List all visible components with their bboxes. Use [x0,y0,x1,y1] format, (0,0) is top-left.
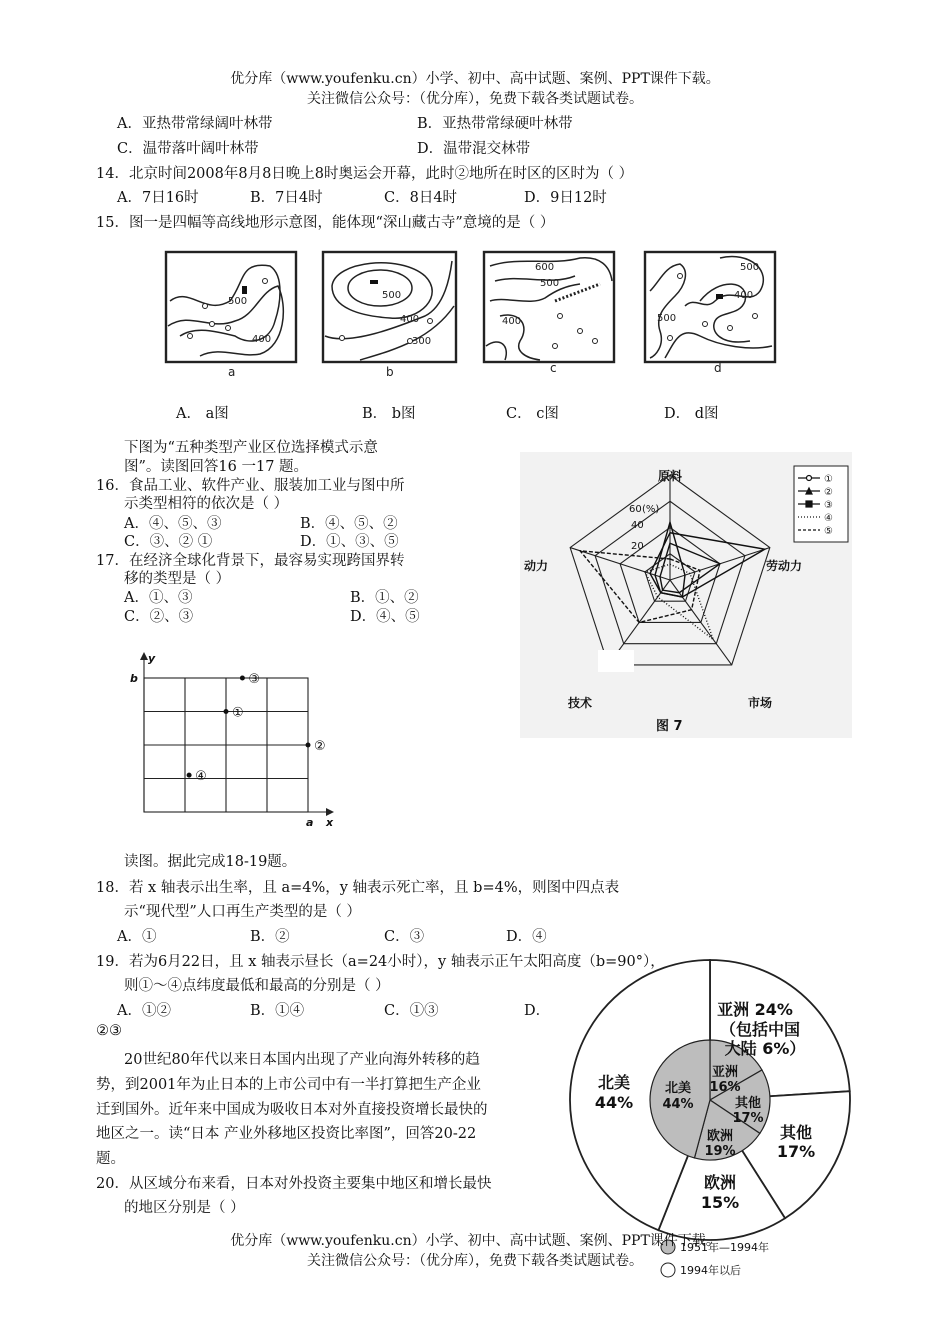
grid-chart [120,650,350,836]
q18-option-b: B．② [250,929,290,945]
radar-axis-technology: 技术 [568,696,593,710]
radar-axis-power: 动力 [524,559,549,573]
q15-option-b: B． b图 [362,406,416,422]
radar-tick-60: 60 [629,504,642,515]
q19-option-b: B．①④ [250,1003,305,1019]
q18-option-d: D．④ [506,929,547,945]
pie-inner-europe-pct: 19% [704,1144,736,1159]
q14-option-c: C．8日4时 [384,190,458,206]
q17-line-2: 移的类型是（ ） [124,571,231,587]
contour-b-label-2: 400 [400,314,420,325]
pie-inner-europe-label: 欧洲 [706,1129,734,1144]
pie-inner-asia-label: 亚洲 [711,1065,739,1080]
q17-option-c: C．②、③ [124,609,194,625]
passage20-line-2: 势，到2001年为止日本的上市公司中有一半打算把生产企业 [96,1077,481,1093]
q16-option-a: A．④、⑤、③ [124,516,222,532]
grid-y-axis-label: y [148,652,156,665]
pie-inner-other-pct: 17% [732,1111,764,1126]
contour-a-label-2: 400 [252,334,272,345]
q19-line-2: 则①～④点纬度最低和最高的分别是（ ） [124,978,390,994]
q15-option-d: D． d图 [664,406,719,422]
q14-option-b: B．7日4时 [250,190,323,206]
q18-line-1: 18．若 x 轴表示出生率，且 a=4%，y 轴表示死亡率，且 b=4%，则图中四点表 [96,880,620,896]
pie-outer-asia-note1: （包括中国 [719,1020,801,1039]
q16-line-1: 16．食品工业、软件产业、服装加工业与图中所 [96,478,405,494]
pie-outer-other-pct: 17% [776,1142,816,1161]
radar-chart [520,452,852,738]
grid-point-label-3: ③ [248,672,261,687]
passage20-line-5: 题。 [96,1151,125,1167]
q19-option-d-cont: ②③ [96,1023,122,1039]
grid-point-4 [187,773,192,778]
intro16-line-1: 下图为“五种类型产业区位选择模式示意 [124,440,378,456]
q13-option-a: A．亚热带常绿阔叶林带 [117,116,273,132]
q18-line-2: 示“现代型”人口再生产类型的是（ ） [124,904,361,920]
contour-c-label-1: 600 [535,262,555,273]
intro18: 读图。据此完成18-19题。 [124,854,297,870]
footer-line-2: 关注微信公众号：（优分库），免费下载各类试题试卷。 [307,1253,643,1269]
radar-legend-1: ① [824,474,833,485]
pie-outer-na-pct: 44% [594,1093,634,1112]
q14-stem: 14．北京时间2008年8月8日晚上8时奥运会开幕，此时②地所在时区的区时为（ ） [96,166,634,182]
q15-option-a: A． a图 [176,406,229,422]
pie-inner-na-label: 北美 [664,1081,692,1096]
q16-option-b: B．④、⑤、② [300,516,398,532]
pie-inner-na-pct: 44% [662,1097,694,1112]
passage20-line-4: 地区之一。读“日本 产业外移地区投资比率图”，回答20-22 [96,1126,477,1142]
radar-axis-raw-material: 原料 [658,469,683,483]
q17-option-a: A．①、③ [124,590,193,606]
grid-point-label-4: ④ [195,769,207,785]
q17-line-1: 17．在经济全球化背景下，最容易实现跨国界转 [96,553,405,569]
grid-x-axis-label: x [326,816,334,829]
pie-outer-asia-label: 亚洲 24% [717,1000,793,1019]
radar-tick-20: 20 [631,541,644,552]
radar-legend-5: ⑤ [824,526,833,537]
q16-option-d: D．①、③、⑤ [300,534,399,550]
pie-legend-outer: 1994年以后 [680,1264,741,1277]
contour-d-label-3: 500 [657,313,677,324]
q14-option-d: D．9日12时 [524,190,607,206]
pie-inner-asia-pct: 16% [709,1080,741,1095]
pie-outer-asia-note2: 大陆 6%） [724,1039,806,1058]
radar-axis-market: 市场 [748,696,773,710]
q18-option-c: C．③ [384,929,425,945]
radar-axis-labor: 劳动力 [766,559,803,573]
contour-b-label-3: 300 [412,336,432,347]
header-line-2: 关注微信公众号：（优分库），免费下载各类试题试卷。 [307,91,643,107]
q13-option-b: B．亚热带常绿硬叶林带 [417,116,573,132]
q13-option-d: D．温带混交林带 [417,141,531,157]
grid-point-3 [240,676,245,681]
grid-point-label-1: ① [232,705,244,721]
pie-inner-other-label: 其他 [734,1096,762,1111]
pie-outer-na-label: 北美 [597,1073,631,1092]
q15-option-c: C． c图 [506,406,559,422]
header-line-1: 优分库（www.youfenku.cn）小学、初中、高中试题、案例、PPT课件下载。 [230,71,720,87]
pie-outer-europe-pct: 15% [700,1193,740,1212]
q19-option-c: C．①③ [384,1003,439,1019]
q14-option-a: A．7日16时 [117,190,199,206]
q19-option-a: A．①② [117,1003,171,1019]
q16-option-c: C．③、② ① [124,534,213,550]
q20-line-2: 的地区分别是（ ） [124,1200,245,1216]
passage20-line-1: 20世纪80年代以来日本国内出现了产业向海外转移的趋 [124,1052,480,1068]
grid-b-label: b [130,672,138,685]
pie-outer-europe-label: 欧洲 [703,1173,737,1192]
q13-option-c: C．温带落叶阔叶林带 [117,141,259,157]
contour-a-label-1: 500 [228,296,248,307]
q17-option-d: D．④、⑤ [350,609,420,625]
q17-option-b: B．①、② [350,590,419,606]
contour-a-caption: a [228,365,236,379]
contour-c-label-3: 400 [502,316,522,327]
contour-d-label-1: 500 [740,262,760,273]
radar-legend-3: ③ [824,500,833,511]
q19-option-d: D． [524,1003,551,1019]
q19-line-1: 19．若为6月22日，且 x 轴表示昼长（a=24小时），y 轴表示正午太阳高度（b=90°）， [96,954,665,970]
contour-d-caption: d [714,361,722,375]
q16-line-2: 示类型相符的依次是（ ） [124,496,289,512]
footer-line-1: 优分库（www.youfenku.cn）小学、初中、高中试题、案例、PPT课件下载。 [230,1233,720,1249]
pie-legend-inner: 1951年—1994年 [680,1241,769,1254]
contour-maps-figure [160,246,760,380]
contour-b-caption: b [386,365,394,379]
contour-c-label-2: 500 [540,278,560,289]
passage20-line-3: 迁到国外。近年来中国成为吸收日本对外直接投资增长最快的 [96,1102,488,1118]
q18-option-a: A．① [117,929,157,945]
grid-point-1 [224,709,229,714]
contour-c-caption: c [550,361,557,375]
contour-d-label-2: 400 [734,290,754,301]
radar-tick-40: 40 [631,520,644,531]
intro16-line-2: 图”。读图回答16 一17 题。 [124,459,309,475]
contour-b-label-1: 500 [382,290,402,301]
q15-stem: 15．图一是四幅等高线地形示意图，能体现“深山藏古寺”意境的是（ ） [96,215,555,231]
radar-legend-4: ④ [824,513,833,524]
pie-outer-other-label: 其他 [779,1123,813,1142]
radar-caption: 图 7 [656,719,683,734]
radar-series-5 [580,551,700,623]
radar-legend-2: ② [824,487,833,498]
grid-point-label-2: ② [314,739,326,754]
radar-tick-unit: (%) [642,504,660,515]
grid-point-2 [306,743,311,748]
grid-a-label: a [306,816,314,829]
q20-line-1: 20．从区域分布来看，日本对外投资主要集中地区和增长最快 [96,1176,492,1192]
